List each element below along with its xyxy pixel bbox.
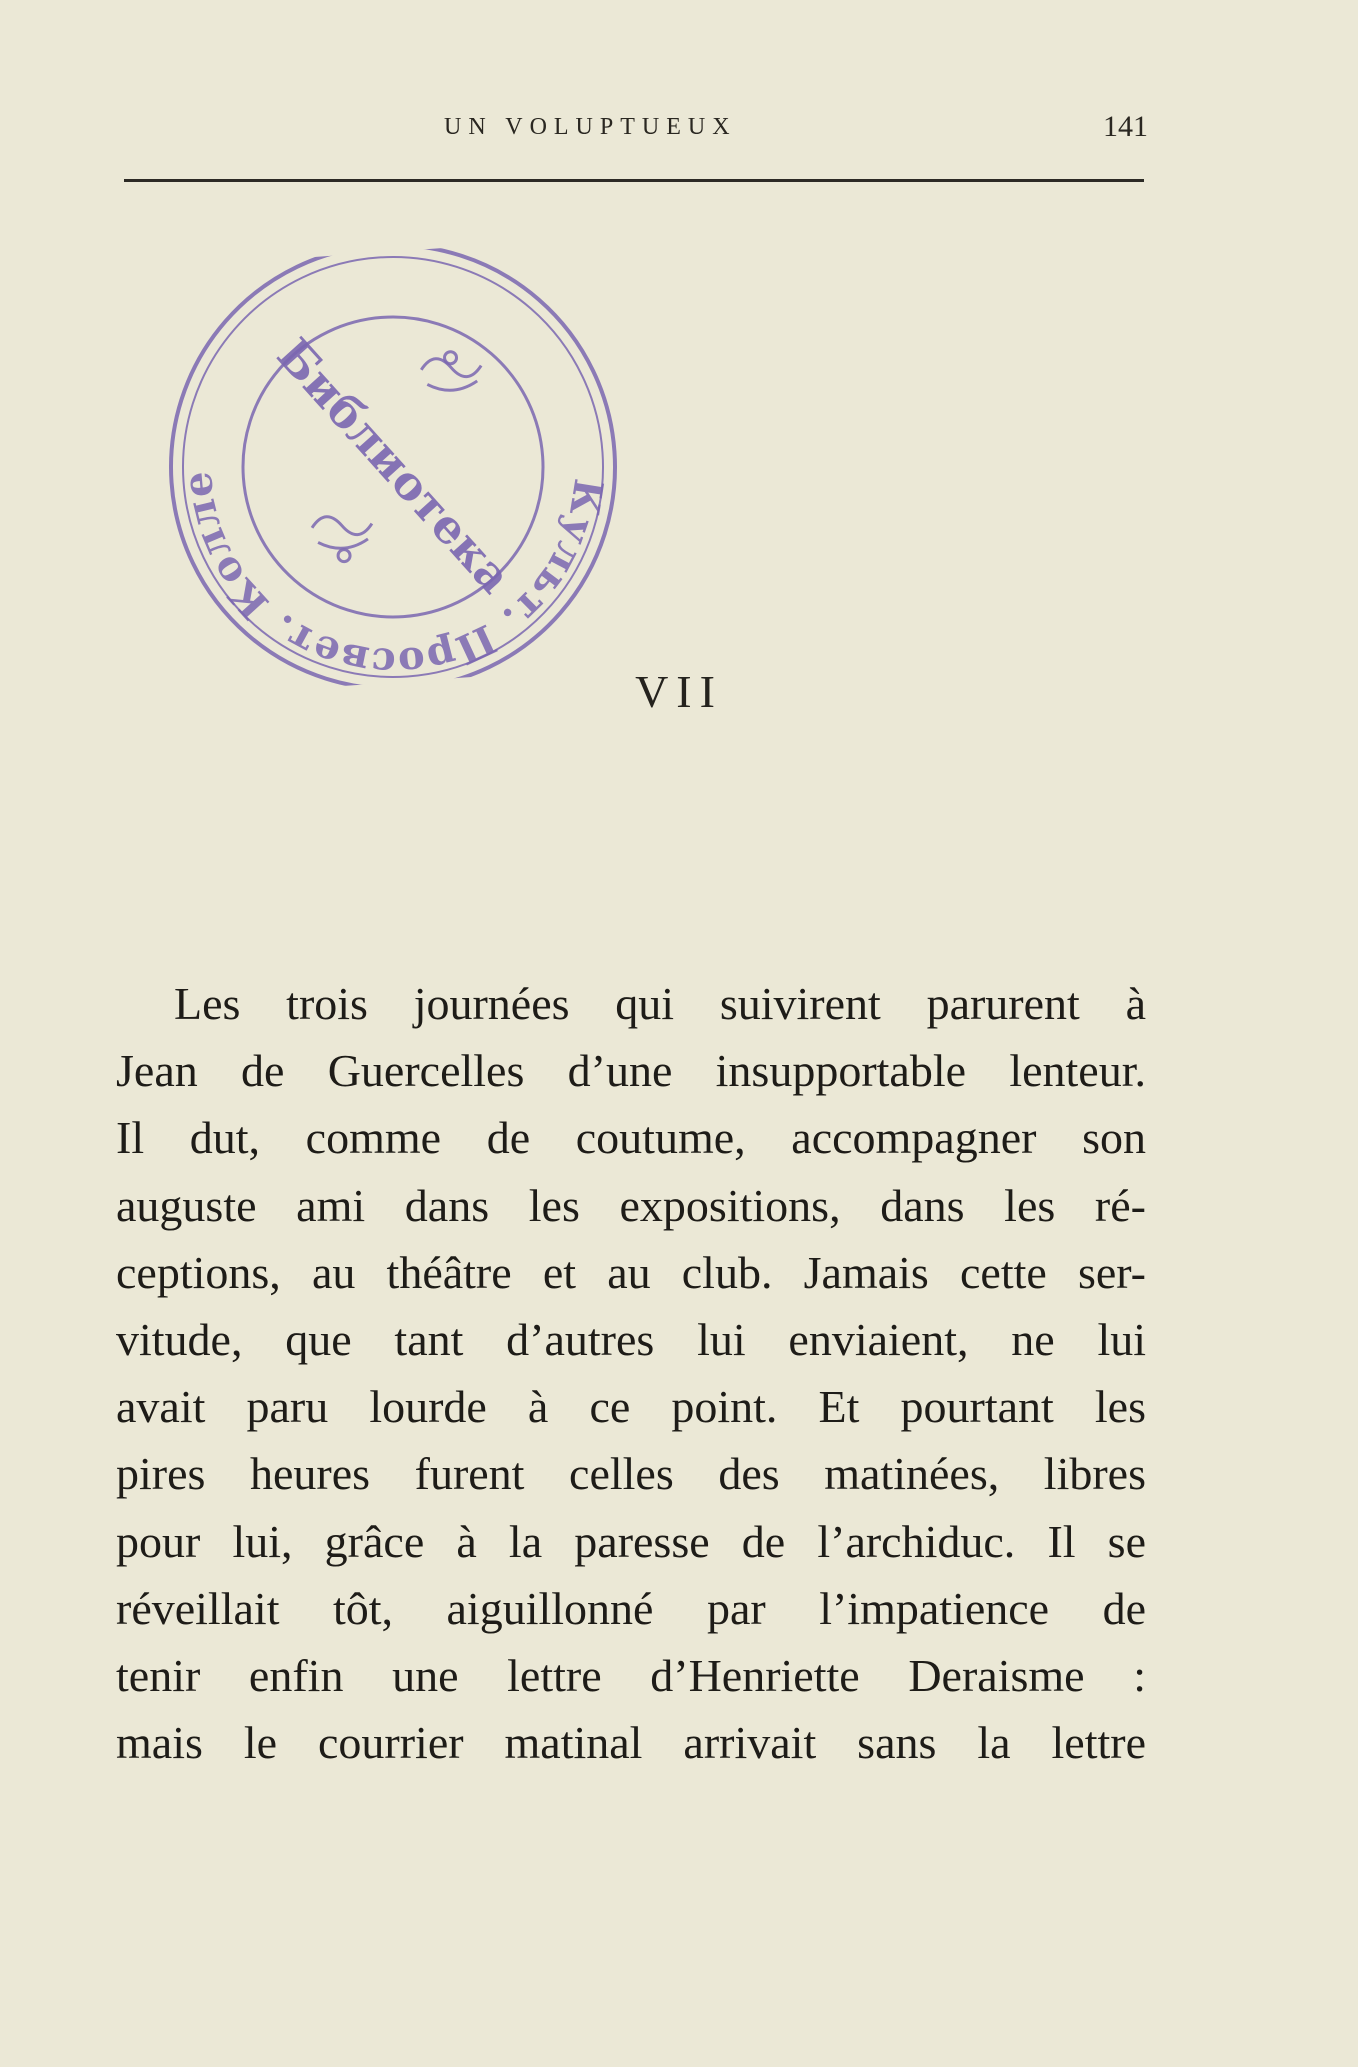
text-line: avait paru lourde à ce point. Et pourtant les — [116, 1381, 1146, 1433]
text-line: ceptions, au théâtre et au club. Jamais cette ser- — [116, 1246, 1146, 1298]
text-line: pour lui, grâce à la paresse de l’archiduc. Il se — [116, 1515, 1146, 1567]
header-rule — [124, 179, 1144, 182]
text-line: auguste ami dans les expositions, dans les ré- — [116, 1179, 1146, 1231]
library-stamp-graphic — [144, 236, 643, 698]
body-text — [116, 970, 1146, 1776]
page-number: 141 — [1103, 110, 1148, 143]
text-line: mais le courrier matinal arrivait sans la lettre — [116, 1717, 1146, 1769]
text-line: tenir enfin une lettre d’Henriette Deraisme : — [116, 1649, 1146, 1701]
text-line: pires heures furent celles des matinées, libres — [116, 1448, 1146, 1500]
text-line: réveillait tôt, aiguillonné par l’impatience de — [116, 1582, 1146, 1634]
text-line: Les trois journées qui suivirent parurent à — [174, 978, 1146, 1029]
stamp-center-text: Библиотека — [266, 327, 523, 604]
running-head — [124, 108, 1148, 148]
text-line: Il dut, comme de coutume, accompagner son — [116, 1112, 1146, 1164]
chapter-number: VII — [635, 666, 723, 717]
text-line: Jean de Guercelles d’une insupportable lenteur. — [116, 1045, 1146, 1097]
library-stamp — [144, 236, 643, 698]
stamp-outer-text: Культ. Просвет. Коллегии Петрогр. Уезда Николаевск... — [143, 236, 613, 687]
text-line: vitude, que tant d’autres lui enviaient, ne lui — [116, 1313, 1146, 1365]
running-title: UN VOLUPTUEUX — [444, 114, 737, 140]
